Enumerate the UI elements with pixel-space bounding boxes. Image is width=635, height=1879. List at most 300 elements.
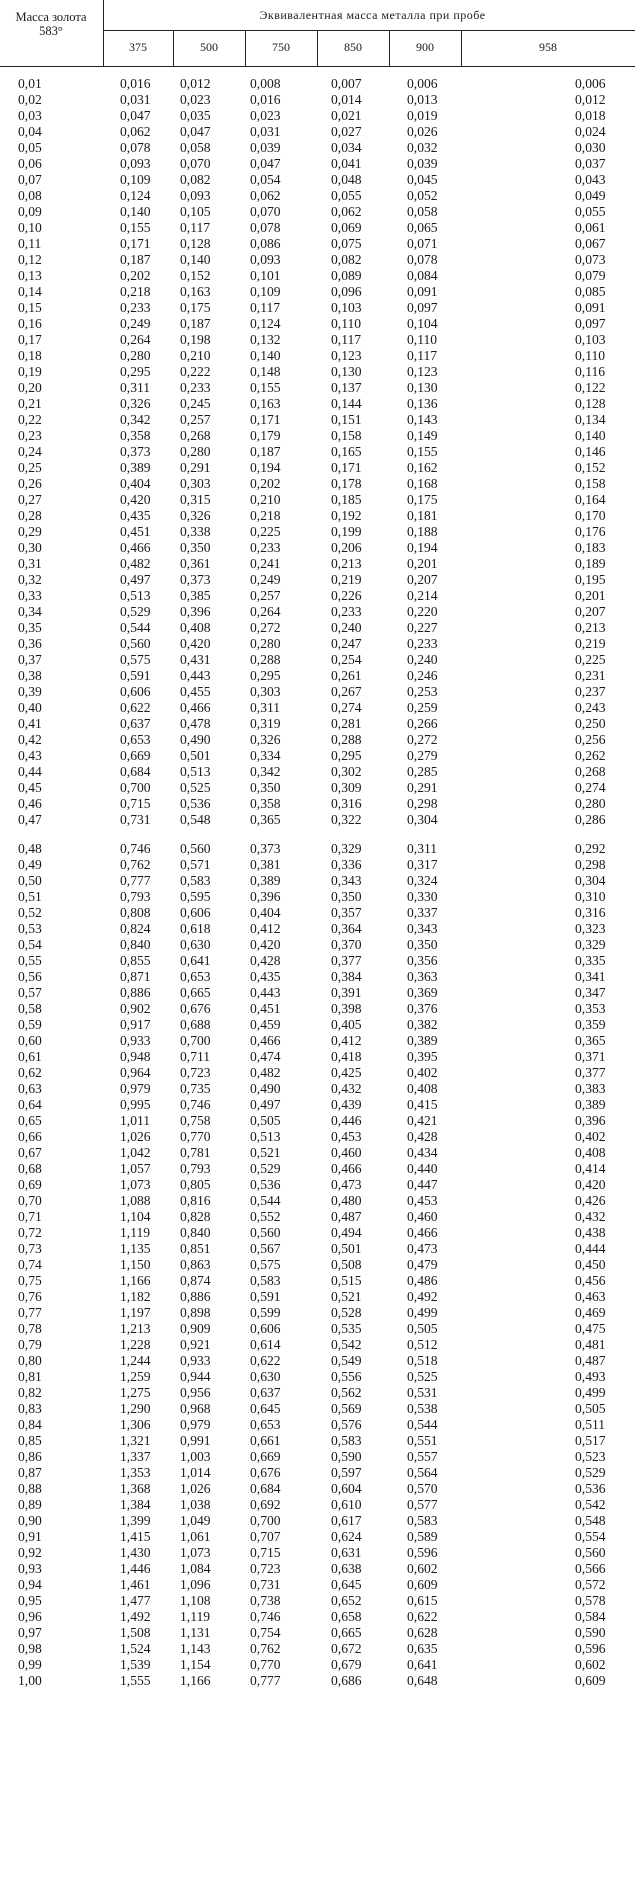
gold-mass-cell: 0,08 [18, 188, 42, 203]
equivalent-mass-cell: 0,672 [331, 1641, 362, 1656]
equivalent-mass-cell: 0,487 [575, 1353, 606, 1368]
equivalent-mass-cell: 0,571 [180, 857, 211, 872]
equivalent-mass-cell: 1,061 [180, 1529, 211, 1544]
equivalent-mass-cell: 0,343 [407, 921, 438, 936]
equivalent-mass-cell: 0,606 [120, 684, 151, 699]
equivalent-mass-cell: 0,016 [120, 76, 151, 91]
equivalent-mass-cell: 0,536 [575, 1481, 606, 1496]
equivalent-mass-cell: 0,350 [331, 889, 362, 904]
equivalent-mass-cell: 1,135 [120, 1241, 151, 1256]
gold-mass-cell: 0,98 [18, 1641, 42, 1656]
equivalent-mass-cell: 0,816 [180, 1193, 211, 1208]
equivalent-mass-cell: 0,770 [180, 1129, 211, 1144]
equivalent-mass-cell: 0,280 [120, 348, 151, 363]
equivalent-mass-cell: 0,030 [575, 140, 606, 155]
gold-mass-cell: 0,75 [18, 1273, 42, 1288]
equivalent-mass-cell: 0,447 [407, 1177, 438, 1192]
equivalent-mass-cell: 0,402 [575, 1129, 606, 1144]
equivalent-mass-cell: 0,171 [250, 412, 281, 427]
equivalent-mass-cell: 0,031 [250, 124, 281, 139]
equivalent-mass-cell: 0,210 [180, 348, 211, 363]
equivalent-mass-cell: 0,023 [250, 108, 281, 123]
equivalent-mass-cell: 0,828 [180, 1209, 211, 1224]
equivalent-mass-cell: 0,358 [250, 796, 281, 811]
equivalent-mass-cell: 0,808 [120, 905, 151, 920]
gold-mass-cell: 0,05 [18, 140, 42, 155]
equivalent-mass-cell: 1,088 [120, 1193, 151, 1208]
equivalent-mass-cell: 0,777 [120, 873, 151, 888]
equivalent-mass-cell: 0,006 [575, 76, 606, 91]
equivalent-mass-cell: 0,460 [407, 1209, 438, 1224]
equivalent-mass-cell: 0,700 [180, 1033, 211, 1048]
equivalent-mass-cell: 0,482 [250, 1065, 281, 1080]
equivalent-mass-cell: 0,093 [250, 252, 281, 267]
gold-mass-cell: 0,25 [18, 460, 42, 475]
equivalent-mass-cell: 0,136 [407, 396, 438, 411]
equivalent-mass-cell: 0,171 [331, 460, 362, 475]
gold-mass-cell: 0,60 [18, 1033, 42, 1048]
gold-mass-cell: 0,13 [18, 268, 42, 283]
equivalent-mass-cell: 0,187 [180, 316, 211, 331]
equivalent-mass-cell: 1,166 [120, 1273, 151, 1288]
equivalent-mass-cell: 0,158 [575, 476, 606, 491]
equivalent-mass-cell: 0,421 [407, 1113, 438, 1128]
equivalent-mass-cell: 1,244 [120, 1353, 151, 1368]
equivalent-mass-cell: 1,119 [120, 1225, 151, 1240]
equivalent-mass-cell: 0,735 [180, 1081, 211, 1096]
gold-mass-cell: 0,64 [18, 1097, 42, 1112]
header-equivalent-mass: Эквивалентная масса металла при пробе [259, 8, 486, 22]
equivalent-mass-cell: 0,341 [575, 969, 606, 984]
equivalent-mass-cell: 0,047 [250, 156, 281, 171]
equivalent-mass-cell: 0,078 [120, 140, 151, 155]
equivalent-mass-cell: 0,062 [331, 204, 362, 219]
equivalent-mass-cell: 0,175 [407, 492, 438, 507]
equivalent-mass-cell: 0,557 [407, 1449, 438, 1464]
equivalent-mass-cell: 0,679 [331, 1657, 362, 1672]
rule-vertical [245, 30, 246, 66]
gold-mass-cell: 0,93 [18, 1561, 42, 1576]
equivalent-mass-cell: 0,676 [250, 1465, 281, 1480]
equivalent-mass-cell: 1,026 [180, 1481, 211, 1496]
equivalent-mass-cell: 0,363 [407, 969, 438, 984]
equivalent-mass-cell: 0,151 [331, 412, 362, 427]
header-gold-mass-label: Масса золота [15, 10, 87, 24]
equivalent-mass-cell: 0,645 [331, 1577, 362, 1592]
equivalent-mass-cell: 0,609 [407, 1577, 438, 1592]
equivalent-mass-cell: 0,493 [575, 1369, 606, 1384]
equivalent-mass-cell: 0,012 [180, 76, 211, 91]
equivalent-mass-cell: 1,084 [180, 1561, 211, 1576]
gold-mass-cell: 0,54 [18, 937, 42, 952]
equivalent-mass-cell: 0,082 [180, 172, 211, 187]
equivalent-mass-cell: 0,243 [575, 700, 606, 715]
equivalent-mass-cell: 0,933 [180, 1353, 211, 1368]
gold-mass-cell: 0,52 [18, 905, 42, 920]
gold-mass-cell: 0,46 [18, 796, 42, 811]
equivalent-mass-cell: 0,093 [120, 156, 151, 171]
gold-mass-cell: 0,69 [18, 1177, 42, 1192]
gold-mass-cell: 0,78 [18, 1321, 42, 1336]
equivalent-mass-cell: 0,473 [331, 1177, 362, 1192]
equivalent-mass-cell: 0,364 [331, 921, 362, 936]
equivalent-mass-cell: 0,337 [407, 905, 438, 920]
equivalent-mass-cell: 0,249 [120, 316, 151, 331]
equivalent-mass-cell: 0,117 [250, 300, 281, 315]
equivalent-mass-cell: 0,254 [331, 652, 362, 667]
equivalent-mass-cell: 0,164 [575, 492, 606, 507]
equivalent-mass-cell: 0,006 [407, 76, 438, 91]
equivalent-mass-cell: 0,149 [407, 428, 438, 443]
gold-mass-cell: 0,10 [18, 220, 42, 235]
equivalent-mass-cell: 0,218 [120, 284, 151, 299]
equivalent-mass-cell: 1,539 [120, 1657, 151, 1672]
equivalent-mass-cell: 1,508 [120, 1625, 151, 1640]
gold-mass-cell: 0,02 [18, 92, 42, 107]
equivalent-mass-cell: 0,637 [120, 716, 151, 731]
equivalent-mass-cell: 0,257 [250, 588, 281, 603]
gold-mass-cell: 0,57 [18, 985, 42, 1000]
equivalent-mass-cell: 0,245 [180, 396, 211, 411]
equivalent-mass-cell: 0,497 [250, 1097, 281, 1112]
equivalent-mass-cell: 0,130 [331, 364, 362, 379]
gold-mass-cell: 0,04 [18, 124, 42, 139]
equivalent-mass-cell: 0,225 [575, 652, 606, 667]
equivalent-mass-cell: 0,225 [250, 524, 281, 539]
equivalent-mass-cell: 0,402 [407, 1065, 438, 1080]
equivalent-mass-cell: 0,902 [120, 1001, 151, 1016]
equivalent-mass-cell: 0,037 [575, 156, 606, 171]
equivalent-mass-cell: 0,723 [180, 1065, 211, 1080]
equivalent-mass-cell: 0,420 [250, 937, 281, 952]
equivalent-mass-cell: 0,531 [407, 1385, 438, 1400]
gold-mass-cell: 0,85 [18, 1433, 42, 1448]
equivalent-mass-cell: 0,596 [575, 1641, 606, 1656]
equivalent-mass-cell: 0,358 [120, 428, 151, 443]
equivalent-mass-cell: 0,109 [120, 172, 151, 187]
equivalent-mass-cell: 0,777 [250, 1673, 281, 1688]
equivalent-mass-cell: 0,227 [407, 620, 438, 635]
equivalent-mass-cell: 0,201 [575, 588, 606, 603]
equivalent-mass-cell: 0,591 [250, 1289, 281, 1304]
equivalent-mass-cell: 0,385 [180, 588, 211, 603]
gold-mass-cell: 0,97 [18, 1625, 42, 1640]
equivalent-mass-cell: 1,108 [180, 1593, 211, 1608]
equivalent-mass-cell: 0,396 [575, 1113, 606, 1128]
equivalent-mass-cell: 0,219 [575, 636, 606, 651]
equivalent-mass-cell: 0,490 [250, 1081, 281, 1096]
equivalent-mass-cell: 0,606 [180, 905, 211, 920]
equivalent-mass-cell: 0,596 [407, 1545, 438, 1560]
equivalent-mass-cell: 0,576 [331, 1417, 362, 1432]
equivalent-mass-cell: 0,637 [250, 1385, 281, 1400]
equivalent-mass-cell: 0,304 [575, 873, 606, 888]
equivalent-mass-cell: 0,132 [250, 332, 281, 347]
equivalent-mass-cell: 1,038 [180, 1497, 211, 1512]
equivalent-mass-cell: 0,669 [120, 748, 151, 763]
equivalent-mass-cell: 0,512 [407, 1337, 438, 1352]
equivalent-mass-cell: 0,389 [120, 460, 151, 475]
gold-mass-cell: 0,43 [18, 748, 42, 763]
equivalent-mass-cell: 0,357 [331, 905, 362, 920]
equivalent-mass-cell: 0,365 [250, 812, 281, 827]
equivalent-mass-cell: 0,347 [575, 985, 606, 1000]
equivalent-mass-cell: 0,609 [575, 1673, 606, 1688]
equivalent-mass-cell: 0,874 [180, 1273, 211, 1288]
equivalent-mass-cell: 0,560 [180, 841, 211, 856]
equivalent-mass-cell: 1,154 [180, 1657, 211, 1672]
gold-mass-cell: 0,23 [18, 428, 42, 443]
equivalent-mass-cell: 0,373 [180, 572, 211, 587]
equivalent-mass-cell: 0,420 [120, 492, 151, 507]
equivalent-mass-cell: 0,921 [180, 1337, 211, 1352]
gold-mass-cell: 0,95 [18, 1593, 42, 1608]
equivalent-mass-cell: 0,529 [250, 1161, 281, 1176]
equivalent-mass-cell: 0,466 [120, 540, 151, 555]
equivalent-mass-cell: 0,183 [575, 540, 606, 555]
gold-mass-cell: 0,48 [18, 841, 42, 856]
equivalent-mass-cell: 0,617 [331, 1513, 362, 1528]
equivalent-mass-cell: 0,622 [250, 1353, 281, 1368]
equivalent-mass-cell: 0,181 [407, 508, 438, 523]
equivalent-mass-cell: 0,233 [250, 540, 281, 555]
equivalent-mass-cell: 0,078 [250, 220, 281, 235]
equivalent-mass-cell: 0,700 [250, 1513, 281, 1528]
equivalent-mass-cell: 1,275 [120, 1385, 151, 1400]
equivalent-mass-cell: 0,240 [331, 620, 362, 635]
equivalent-mass-cell: 0,045 [407, 172, 438, 187]
equivalent-mass-cell: 0,274 [331, 700, 362, 715]
equivalent-mass-cell: 0,324 [407, 873, 438, 888]
equivalent-mass-cell: 0,653 [250, 1417, 281, 1432]
equivalent-mass-cell: 0,473 [407, 1241, 438, 1256]
equivalent-mass-cell: 0,353 [575, 1001, 606, 1016]
equivalent-mass-cell: 0,021 [331, 108, 362, 123]
equivalent-mass-cell: 0,567 [250, 1241, 281, 1256]
equivalent-mass-cell: 0,188 [407, 524, 438, 539]
equivalent-mass-cell: 0,134 [575, 412, 606, 427]
equivalent-mass-cell: 0,389 [250, 873, 281, 888]
equivalent-mass-cell: 0,513 [250, 1129, 281, 1144]
equivalent-mass-cell: 0,322 [331, 812, 362, 827]
equivalent-mass-cell: 1,415 [120, 1529, 151, 1544]
equivalent-mass-cell: 0,361 [180, 556, 211, 571]
equivalent-mass-cell: 0,256 [575, 732, 606, 747]
equivalent-mass-cell: 1,399 [120, 1513, 151, 1528]
equivalent-mass-cell: 0,501 [331, 1241, 362, 1256]
equivalent-mass-cell: 0,264 [250, 604, 281, 619]
equivalent-mass-cell: 0,572 [575, 1577, 606, 1592]
equivalent-mass-cell: 0,019 [407, 108, 438, 123]
equivalent-mass-cell: 0,521 [250, 1145, 281, 1160]
gold-mass-cell: 0,29 [18, 524, 42, 539]
equivalent-mass-cell: 0,194 [250, 460, 281, 475]
equivalent-mass-cell: 0,171 [120, 236, 151, 251]
equivalent-mass-cell: 0,432 [331, 1081, 362, 1096]
equivalent-mass-cell: 0,562 [331, 1385, 362, 1400]
gold-mass-cell: 0,32 [18, 572, 42, 587]
equivalent-mass-cell: 0,384 [331, 969, 362, 984]
equivalent-mass-cell: 0,016 [250, 92, 281, 107]
equivalent-mass-cell: 0,434 [407, 1145, 438, 1160]
equivalent-mass-cell: 0,622 [407, 1609, 438, 1624]
equivalent-mass-cell: 0,310 [575, 889, 606, 904]
equivalent-mass-cell: 0,109 [250, 284, 281, 299]
equivalent-mass-cell: 0,479 [407, 1257, 438, 1272]
equivalent-mass-cell: 0,103 [575, 332, 606, 347]
equivalent-mass-cell: 0,599 [250, 1305, 281, 1320]
equivalent-mass-cell: 0,569 [331, 1401, 362, 1416]
equivalent-mass-cell: 0,233 [120, 300, 151, 315]
equivalent-mass-cell: 0,513 [180, 764, 211, 779]
gold-mass-cell: 0,39 [18, 684, 42, 699]
equivalent-mass-cell: 0,560 [250, 1225, 281, 1240]
equivalent-mass-cell: 0,189 [575, 556, 606, 571]
equivalent-mass-cell: 0,602 [407, 1561, 438, 1576]
equivalent-mass-cell: 1,555 [120, 1673, 151, 1688]
equivalent-mass-cell: 0,474 [250, 1049, 281, 1064]
equivalent-mass-cell: 0,686 [331, 1673, 362, 1688]
gold-mass-cell: 0,20 [18, 380, 42, 395]
equivalent-mass-cell: 1,197 [120, 1305, 151, 1320]
equivalent-mass-cell: 0,840 [120, 937, 151, 952]
equivalent-mass-cell: 0,475 [575, 1321, 606, 1336]
equivalent-mass-cell: 0,055 [575, 204, 606, 219]
equivalent-mass-cell: 0,326 [180, 508, 211, 523]
equivalent-mass-cell: 0,583 [180, 873, 211, 888]
gold-mass-cell: 0,27 [18, 492, 42, 507]
equivalent-mass-cell: 1,213 [120, 1321, 151, 1336]
equivalent-mass-cell: 0,280 [250, 636, 281, 651]
equivalent-mass-cell: 0,548 [575, 1513, 606, 1528]
equivalent-mass-cell: 0,291 [180, 460, 211, 475]
equivalent-mass-cell: 0,039 [407, 156, 438, 171]
equivalent-mass-cell: 0,466 [180, 700, 211, 715]
equivalent-mass-cell: 0,805 [180, 1177, 211, 1192]
equivalent-mass-cell: 0,548 [180, 812, 211, 827]
equivalent-mass-cell: 0,762 [250, 1641, 281, 1656]
equivalent-mass-cell: 0,187 [120, 252, 151, 267]
equivalent-mass-cell: 0,311 [120, 380, 151, 395]
equivalent-mass-cell: 0,426 [575, 1193, 606, 1208]
equivalent-mass-cell: 0,039 [250, 140, 281, 155]
equivalent-mass-cell: 0,187 [250, 444, 281, 459]
gold-mass-cell: 0,62 [18, 1065, 42, 1080]
gold-mass-cell: 0,15 [18, 300, 42, 315]
equivalent-mass-cell: 0,280 [575, 796, 606, 811]
equivalent-mass-cell: 0,499 [407, 1305, 438, 1320]
equivalent-mass-cell: 0,055 [331, 188, 362, 203]
equivalent-mass-cell: 0,707 [250, 1529, 281, 1544]
equivalent-mass-cell: 0,408 [180, 620, 211, 635]
equivalent-mass-cell: 0,556 [331, 1369, 362, 1384]
equivalent-mass-cell: 0,089 [331, 268, 362, 283]
equivalent-mass-cell: 0,069 [331, 220, 362, 235]
equivalent-mass-cell: 0,746 [180, 1097, 211, 1112]
equivalent-mass-cell: 0,855 [120, 953, 151, 968]
equivalent-mass-cell: 0,117 [180, 220, 211, 235]
gold-mass-cell: 0,03 [18, 108, 42, 123]
equivalent-mass-cell: 0,444 [575, 1241, 606, 1256]
equivalent-mass-cell: 0,624 [331, 1529, 362, 1544]
equivalent-mass-cell: 0,210 [250, 492, 281, 507]
equivalent-mass-cell: 1,096 [180, 1577, 211, 1592]
equivalent-mass-cell: 0,420 [575, 1177, 606, 1192]
equivalent-mass-cell: 0,560 [575, 1545, 606, 1560]
equivalent-mass-cell: 0,062 [250, 188, 281, 203]
equivalent-mass-cell: 1,026 [120, 1129, 151, 1144]
equivalent-mass-cell: 0,067 [575, 236, 606, 251]
equivalent-mass-cell: 0,450 [575, 1257, 606, 1272]
gold-mass-cell: 0,71 [18, 1209, 42, 1224]
equivalent-mass-cell: 0,469 [575, 1305, 606, 1320]
equivalent-mass-cell: 0,253 [407, 684, 438, 699]
equivalent-mass-cell: 0,288 [331, 732, 362, 747]
equivalent-mass-cell: 0,026 [407, 124, 438, 139]
equivalent-mass-cell: 0,041 [331, 156, 362, 171]
equivalent-mass-cell: 0,226 [331, 588, 362, 603]
equivalent-mass-cell: 0,034 [331, 140, 362, 155]
equivalent-mass-cell: 0,684 [120, 764, 151, 779]
gold-mass-cell: 0,67 [18, 1145, 42, 1160]
equivalent-mass-cell: 0,758 [180, 1113, 211, 1128]
equivalent-mass-cell: 0,158 [331, 428, 362, 443]
equivalent-mass-cell: 0,014 [331, 92, 362, 107]
gold-mass-cell: 0,47 [18, 812, 42, 827]
equivalent-mass-cell: 0,618 [180, 921, 211, 936]
equivalent-mass-cell: 0,146 [575, 444, 606, 459]
equivalent-mass-cell: 0,490 [180, 732, 211, 747]
equivalent-mass-cell: 0,723 [250, 1561, 281, 1576]
equivalent-mass-cell: 0,404 [250, 905, 281, 920]
equivalent-mass-cell: 0,597 [331, 1465, 362, 1480]
equivalent-mass-cell: 0,350 [180, 540, 211, 555]
equivalent-mass-cell: 0,455 [180, 684, 211, 699]
gold-mass-cell: 0,81 [18, 1369, 42, 1384]
equivalent-mass-cell: 0,948 [120, 1049, 151, 1064]
equivalent-mass-cell: 0,371 [575, 1049, 606, 1064]
equivalent-mass-cell: 0,329 [331, 841, 362, 856]
equivalent-mass-cell: 1,049 [180, 1513, 211, 1528]
equivalent-mass-cell: 0,590 [575, 1625, 606, 1640]
equivalent-mass-cell: 0,266 [407, 716, 438, 731]
equivalent-mass-cell: 1,143 [180, 1641, 211, 1656]
equivalent-mass-cell: 0,268 [575, 764, 606, 779]
gold-mass-cell: 0,56 [18, 969, 42, 984]
equivalent-mass-cell: 0,233 [180, 380, 211, 395]
equivalent-mass-cell: 0,179 [250, 428, 281, 443]
equivalent-mass-cell: 1,228 [120, 1337, 151, 1352]
equivalent-mass-cell: 0,233 [331, 604, 362, 619]
equivalent-mass-cell: 0,560 [120, 636, 151, 651]
equivalent-mass-cell: 0,373 [120, 444, 151, 459]
equivalent-mass-cell: 0,202 [120, 268, 151, 283]
equivalent-mass-cell: 0,451 [250, 1001, 281, 1016]
equivalent-mass-cell: 0,840 [180, 1225, 211, 1240]
equivalent-mass-cell: 0,097 [407, 300, 438, 315]
equivalent-mass-cell: 0,370 [331, 937, 362, 952]
equivalent-mass-cell: 0,652 [331, 1593, 362, 1608]
equivalent-mass-cell: 0,101 [250, 268, 281, 283]
equivalent-mass-cell: 1,306 [120, 1417, 151, 1432]
header-probe-500: 500 [200, 40, 218, 54]
equivalent-mass-cell: 0,329 [575, 937, 606, 952]
equivalent-mass-cell: 0,219 [331, 572, 362, 587]
equivalent-mass-cell: 0,525 [407, 1369, 438, 1384]
gold-mass-cell: 0,31 [18, 556, 42, 571]
equivalent-mass-cell: 0,369 [407, 985, 438, 1000]
equivalent-mass-cell: 0,023 [180, 92, 211, 107]
